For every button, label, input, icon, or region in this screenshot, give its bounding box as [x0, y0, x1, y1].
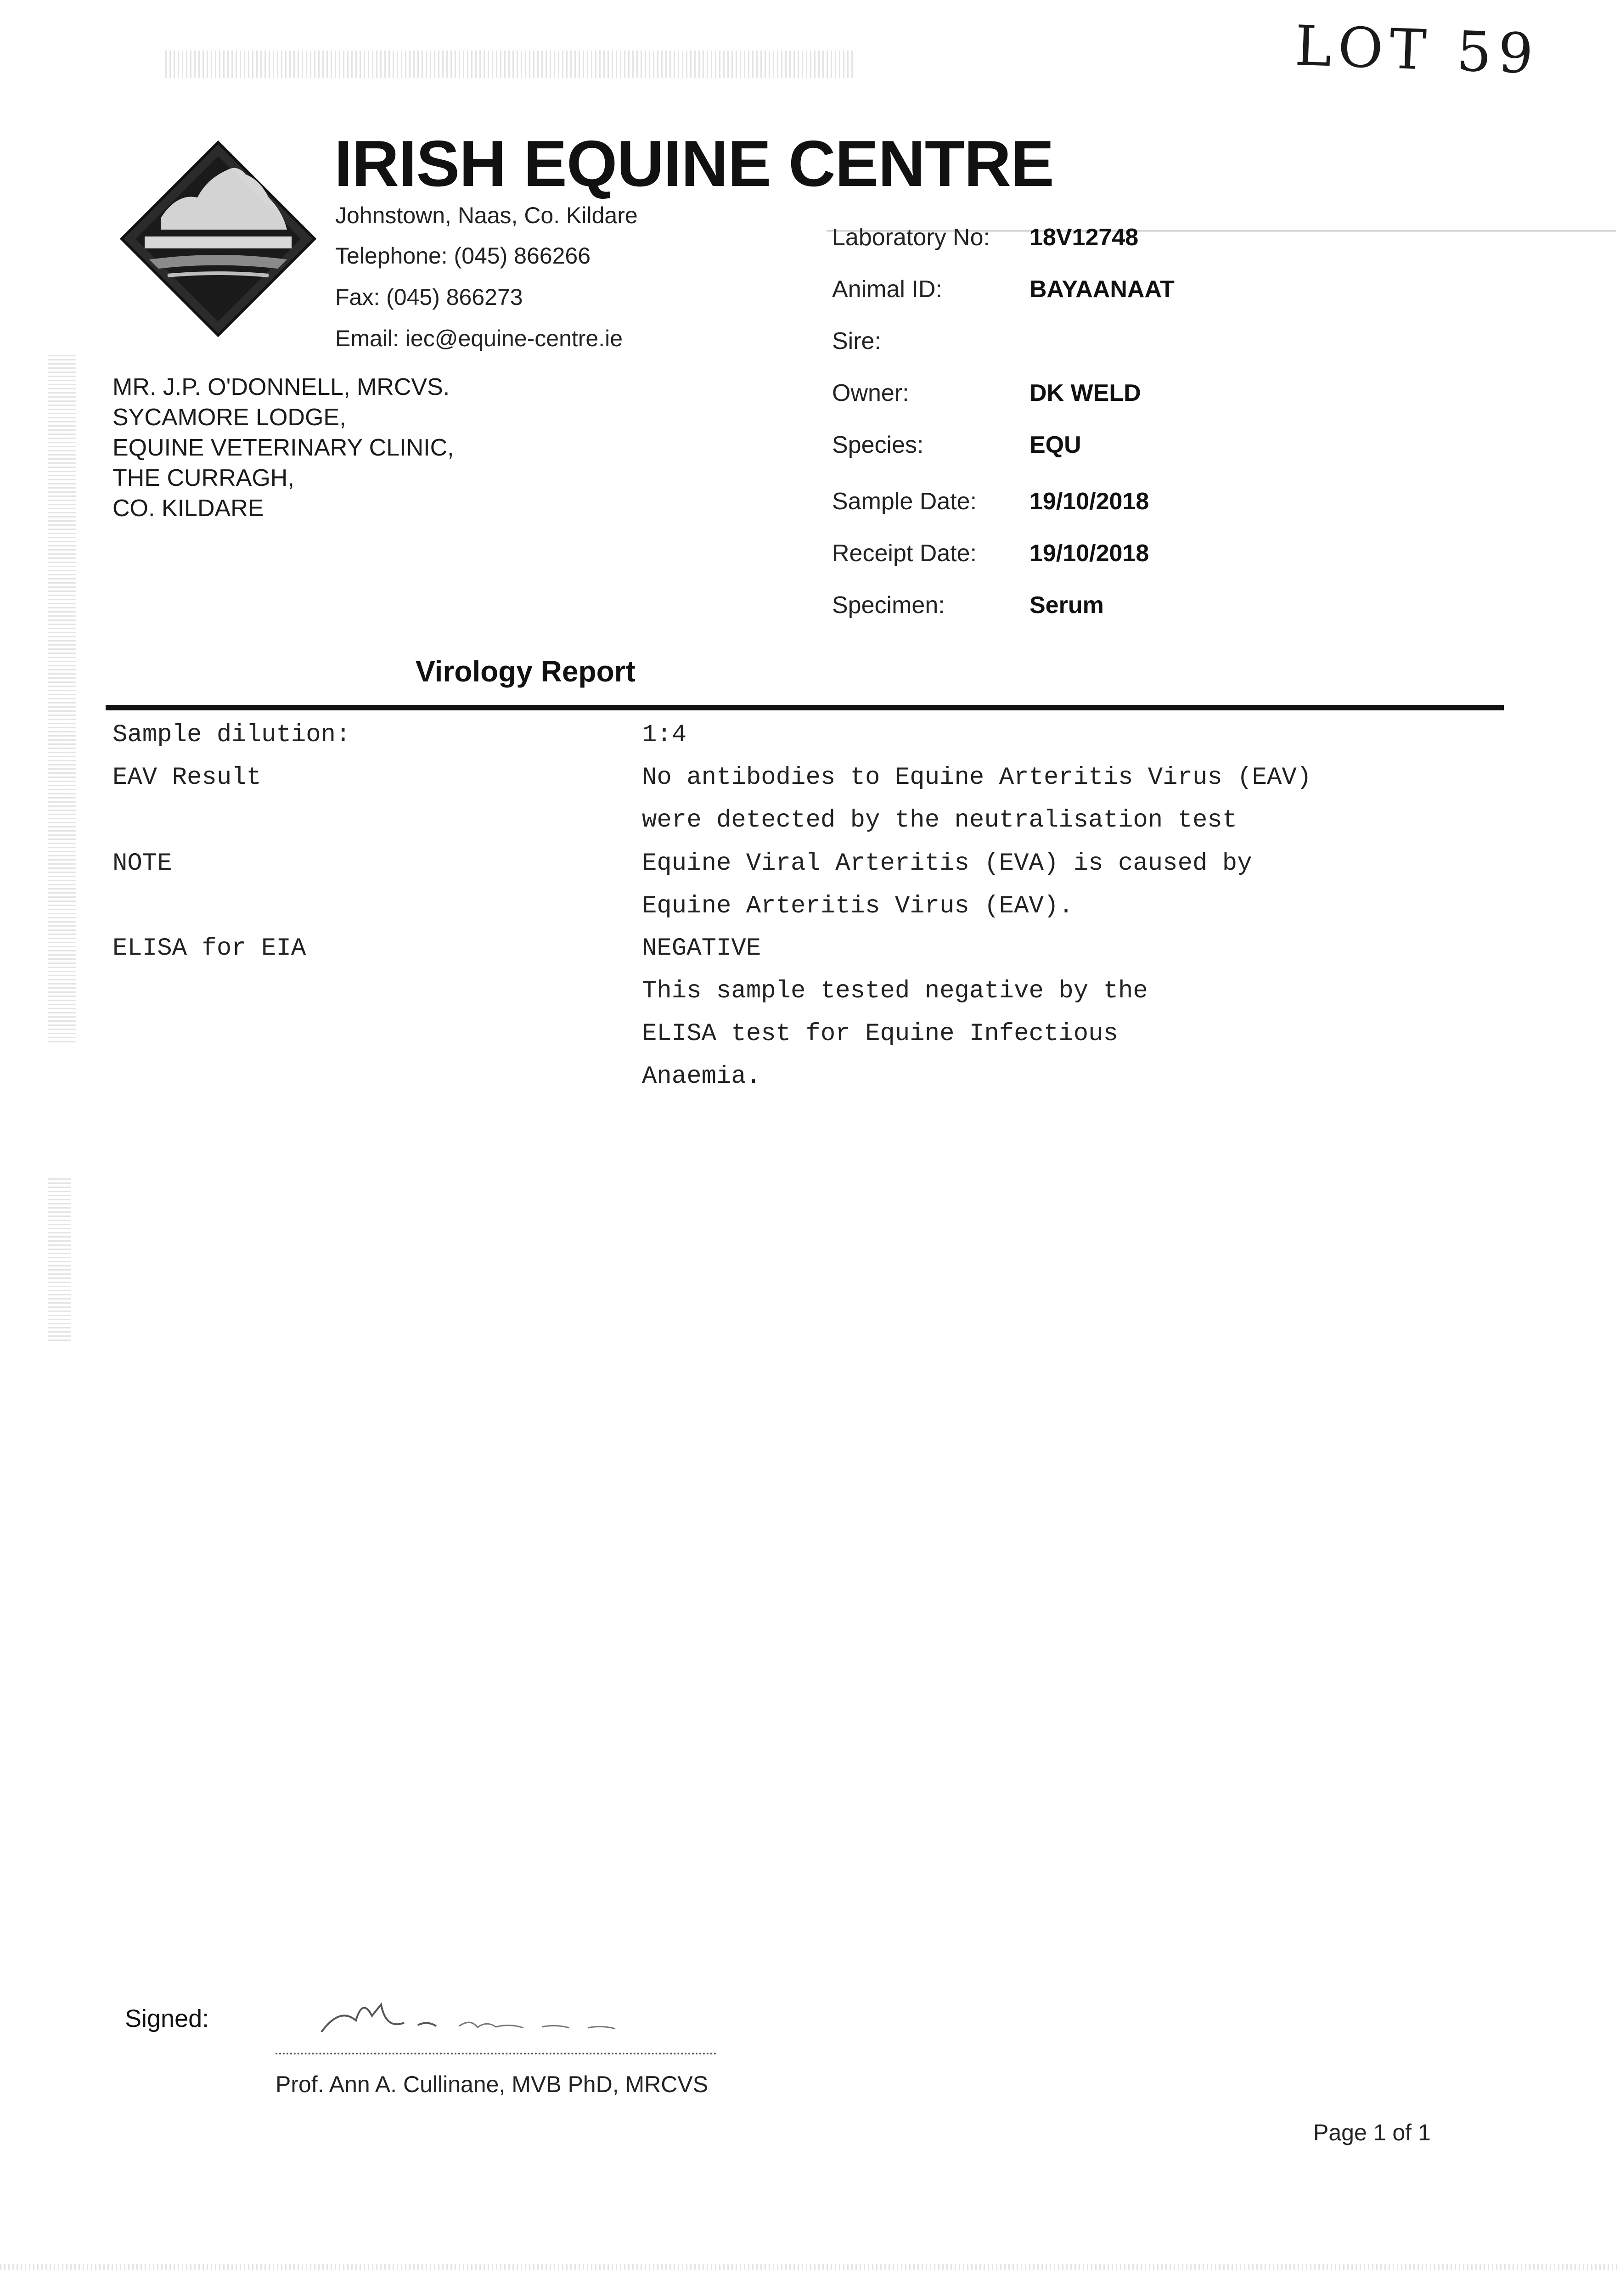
elisa-eia-line: Anaemia.	[642, 1063, 761, 1091]
elisa-eia-label: ELISA for EIA	[112, 934, 306, 962]
signer-name: Prof. Ann A. Cullinane, MVB PhD, MRCVS	[276, 2071, 709, 2097]
irish-equine-centre-logo	[117, 138, 319, 340]
lot-number-handwritten: LOT 59	[1294, 14, 1541, 87]
eav-result-label: EAV Result	[112, 764, 262, 792]
sample-dilution-value: 1:4	[642, 721, 687, 749]
species-label: Species:	[832, 432, 924, 458]
elisa-eia-line: ELISA test for Equine Infectious	[642, 1020, 1118, 1048]
species-value: EQU	[1029, 432, 1081, 458]
organization-address: Johnstown, Naas, Co. Kildare	[335, 203, 638, 228]
eav-result-line: No antibodies to Equine Arteritis Virus (EAV)	[642, 764, 1312, 792]
note-label: NOTE	[112, 850, 172, 878]
animal-id-label: Animal ID:	[832, 276, 942, 303]
owner-label: Owner:	[832, 380, 909, 406]
addressee-line: CO. KILDARE	[112, 495, 264, 522]
laboratory-no-label: Laboratory No:	[832, 224, 990, 251]
sire-label: Sire:	[832, 328, 881, 355]
note-line: Equine Viral Arteritis (EVA) is caused by	[642, 850, 1252, 878]
addressee-block	[112, 372, 454, 523]
specimen-label: Specimen:	[832, 592, 945, 619]
sample-date-value: 19/10/2018	[1029, 488, 1149, 515]
note-line: Equine Arteritis Virus (EAV).	[642, 892, 1074, 920]
sample-date-label: Sample Date:	[832, 488, 977, 515]
report-title-rule	[106, 705, 1504, 710]
scan-noise-top	[165, 51, 854, 78]
addressee-line: EQUINE VETERINARY CLINIC,	[112, 434, 454, 461]
receipt-date-label: Receipt Date:	[832, 540, 977, 567]
scan-noise-left-lower	[48, 1176, 71, 1341]
signed-label: Signed:	[125, 2005, 209, 2032]
addressee-line: SYCAMORE LODGE,	[112, 404, 346, 431]
animal-id-value: BAYAANAAT	[1029, 276, 1175, 303]
organization-name: IRISH EQUINE CENTRE	[334, 127, 1054, 200]
scan-noise-bottom	[0, 2264, 1620, 2270]
handwritten-signature	[312, 1988, 634, 2043]
laboratory-no-value: 18V12748	[1029, 224, 1139, 251]
elisa-eia-result: NEGATIVE	[642, 934, 761, 962]
organization-fax: Fax: (045) 866273	[335, 284, 523, 310]
organization-telephone: Telephone: (045) 866266	[335, 243, 591, 269]
page-number: Page 1 of 1	[1313, 2120, 1431, 2145]
scan-noise-left	[48, 354, 76, 1042]
specimen-value: Serum	[1029, 592, 1104, 619]
owner-value: DK WELD	[1029, 380, 1141, 406]
elisa-eia-line: This sample tested negative by the	[642, 977, 1148, 1005]
sample-dilution-label: Sample dilution:	[112, 721, 351, 749]
eav-result-line: were detected by the neutralisation test	[642, 806, 1238, 834]
receipt-date-value: 19/10/2018	[1029, 540, 1149, 567]
signature-line	[276, 2053, 716, 2054]
report-title: Virology Report	[416, 655, 636, 688]
organization-email: Email: iec@equine-centre.ie	[335, 326, 623, 351]
addressee-line: THE CURRAGH,	[112, 465, 294, 491]
addressee-line: MR. J.P. O'DONNELL, MRCVS.	[112, 374, 450, 400]
